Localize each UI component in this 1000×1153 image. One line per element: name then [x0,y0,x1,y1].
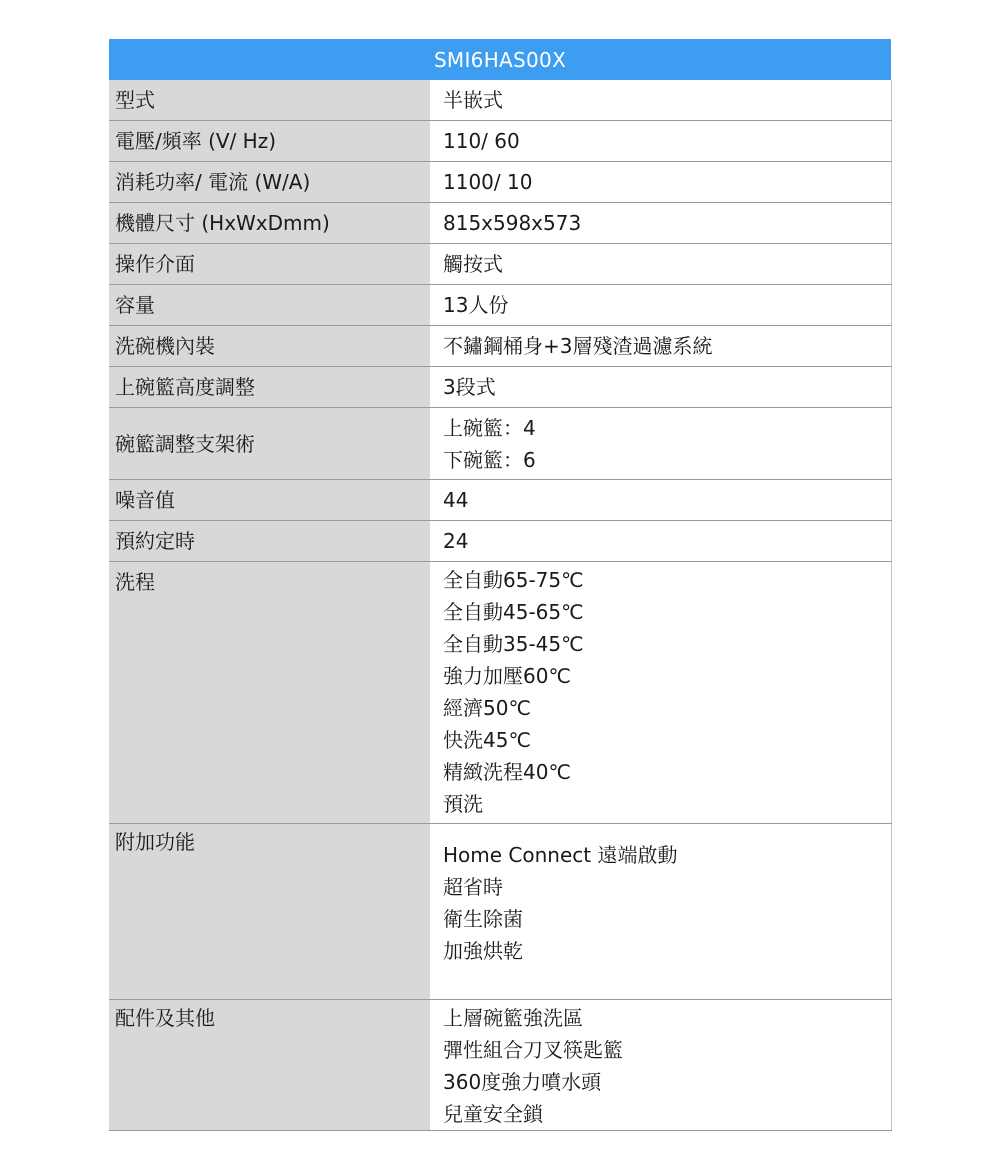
row-capacity [109,285,891,326]
spec-value-line: 精緻洗程40℃ [443,760,571,784]
spec-label: 機體尺寸 (HxWxDmm) [109,203,430,244]
row-upper-basket-height [109,367,891,408]
spec-label: 電壓/頻率 (V/ Hz) [109,121,430,162]
spec-value-line: 衛生除菌 [443,907,523,931]
spec-value-line: 強力加壓60℃ [443,664,571,688]
spec-label: 洗碗機內裝 [109,326,430,367]
row-dimensions [109,203,891,244]
spec-value [430,562,891,824]
table-header-row [109,39,891,80]
spec-value-line: 上碗籃：4 [443,415,536,440]
spec-value [430,121,891,162]
row-interface [109,244,891,285]
spec-value [430,1000,891,1131]
spec-value-line: 上層碗籃強洗區 [443,1006,583,1030]
spec-value-line: 全自動35-45℃ [443,632,584,656]
spec-label: 消耗功率/ 電流 (W/A) [109,162,430,203]
spec-value-line: 13人份 [443,293,509,317]
spec-label: 噪音值 [109,480,430,521]
spec-label: 操作介面 [109,244,430,285]
spec-value [430,367,891,408]
spec-value-line: 超省時 [443,875,503,899]
spec-value [430,162,891,203]
spec-value [430,244,891,285]
row-power-current [109,162,891,203]
spec-label: 碗籃調整支架術 [109,408,430,480]
row-timer [109,521,891,562]
spec-label: 洗程 [109,562,430,824]
spec-value-line: 加強烘乾 [443,939,523,963]
spec-value-line: 全自動45-65℃ [443,600,584,624]
spec-value [430,285,891,326]
spec-value [430,203,891,244]
spec-value-line: 360度強力噴水頭 [443,1070,602,1094]
row-programs [109,562,891,824]
spec-value [430,326,891,367]
spec-table [109,39,892,1131]
spec-value-line: 下碗籃：6 [443,447,536,472]
spec-label: 上碗籃高度調整 [109,367,430,408]
spec-value-line: 預洗 [443,792,483,816]
spec-value-line: 半嵌式 [443,88,503,112]
spec-value-line: 全自動65-75℃ [443,568,584,592]
spec-value [430,80,891,121]
spec-value [430,408,891,480]
spec-value-line: 兒童安全鎖 [443,1102,543,1126]
row-noise [109,480,891,521]
spec-value [430,480,891,521]
spec-value-line: 1100/ 10 [443,170,533,194]
row-accessories [109,1000,891,1131]
spec-label: 容量 [109,285,430,326]
model-name: SMI6HAS00X [109,39,891,80]
row-basket-racks [109,408,891,480]
row-type [109,80,891,121]
spec-value [430,521,891,562]
spec-value-line: 24 [443,529,469,553]
spec-value-line: 彈性組合刀叉筷匙籃 [443,1038,623,1062]
row-extra-functions [109,824,891,1000]
spec-value [430,824,891,1000]
spec-value-line: 快洗45℃ [443,728,531,752]
spec-value-line: 815x598x573 [443,211,582,235]
spec-value-line: 3段式 [443,375,496,399]
spec-label: 型式 [109,80,430,121]
spec-label: 預約定時 [109,521,430,562]
spec-value-line: 觸按式 [443,252,503,276]
row-interior [109,326,891,367]
row-voltage-frequency [109,121,891,162]
spec-label: 配件及其他 [109,1000,430,1131]
spec-value-line: 44 [443,488,469,512]
spec-value-line: 不鏽鋼桶身+3層殘渣過濾系統 [443,334,713,358]
spec-value-line: 110/ 60 [443,129,520,153]
spec-value-line: 經濟50℃ [443,696,531,720]
spec-label: 附加功能 [109,824,430,1000]
spec-value-line: Home Connect 遠端啟動 [443,843,678,867]
